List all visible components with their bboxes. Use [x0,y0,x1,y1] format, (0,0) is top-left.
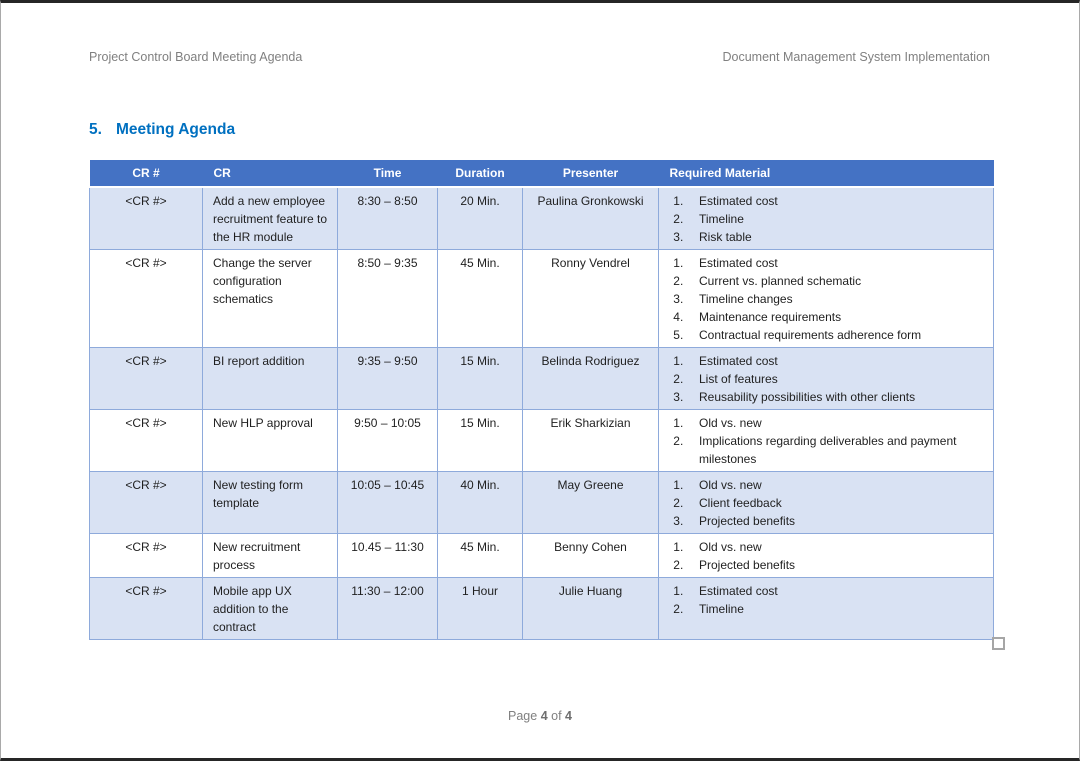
material-item: 5. Contractual requirements adherence form [690,326,985,344]
cell-duration: 45 Min. [438,250,523,348]
materials-list [674,254,985,344]
cell-cr-number: <CR #> [90,187,203,250]
cell-cr-number: <CR #> [90,534,203,578]
cell-time: 9:35 – 9:50 [338,348,438,410]
cell-cr-description: New HLP approval [203,410,338,472]
cell-time: 10:05 – 10:45 [338,472,438,534]
cell-presenter: Ronny Vendrel [523,250,659,348]
agenda-row [90,187,994,250]
column-header-cr: CR # [90,160,203,187]
footer-page-label: Page [508,709,538,723]
material-item: 2. Client feedback [690,494,985,512]
column-header-time: Time [338,160,438,187]
cell-time: 9:50 – 10:05 [338,410,438,472]
cell-cr-description: BI report addition [203,348,338,410]
column-header-cr: CR [203,160,338,187]
agenda-header-row [90,160,994,187]
cell-cr-description: New testing form template [203,472,338,534]
cell-time: 8:30 – 8:50 [338,187,438,250]
material-item: 2. List of features [690,370,985,388]
cell-time: 10.45 – 11:30 [338,534,438,578]
material-item: 2. Projected benefits [690,556,985,574]
material-item: 3. Reusability possibilities with other clients [690,388,985,406]
cell-duration: 20 Min. [438,187,523,250]
footer-total-pages: 4 [565,709,572,723]
column-header-required-material: Required Material [659,160,994,187]
cell-presenter: Erik Sharkizian [523,410,659,472]
material-item: 1. Old vs. new [690,476,985,494]
cell-presenter: Belinda Rodriguez [523,348,659,410]
materials-list [674,476,985,530]
material-item: 1. Old vs. new [690,414,985,432]
cell-required-material [659,578,994,640]
cell-cr-description: Change the server configuration schematics [203,250,338,348]
agenda-row [90,410,994,472]
table-resize-handle[interactable] [992,637,1005,650]
material-item: 2. Timeline [690,210,985,228]
material-item: 1. Old vs. new [690,538,985,556]
agenda-table [89,160,994,640]
cell-cr-number: <CR #> [90,410,203,472]
material-item: 1. Estimated cost [690,582,985,600]
header-left-text: Project Control Board Meeting Agenda [89,50,303,64]
cell-duration: 40 Min. [438,472,523,534]
cell-cr-number: <CR #> [90,250,203,348]
cell-cr-number: <CR #> [90,578,203,640]
agenda-row [90,348,994,410]
materials-list [674,192,985,246]
column-header-duration: Duration [438,160,523,187]
cell-cr-description: Mobile app UX addition to the contract [203,578,338,640]
cell-duration: 15 Min. [438,410,523,472]
section-title: Meeting Agenda [115,121,236,138]
agenda-row [90,472,994,534]
material-item: 4. Maintenance requirements [690,308,985,326]
cell-required-material [659,187,994,250]
cell-required-material [659,250,994,348]
material-item: 1. Estimated cost [690,352,985,370]
column-header-presenter: Presenter [523,160,659,187]
agenda-table-body [90,187,994,640]
material-item: 3. Timeline changes [690,290,985,308]
cell-duration: 1 Hour [438,578,523,640]
material-item: 3. Risk table [690,228,985,246]
section-heading [89,121,235,139]
material-item: 2. Timeline [690,600,985,618]
document-header [89,50,990,64]
cell-duration: 15 Min. [438,348,523,410]
cell-required-material [659,410,994,472]
section-number: 5. [89,121,102,138]
cell-duration: 45 Min. [438,534,523,578]
agenda-row [90,250,994,348]
material-item: 3. Projected benefits [690,512,985,530]
cell-presenter: May Greene [523,472,659,534]
cell-required-material [659,534,994,578]
cell-presenter: Benny Cohen [523,534,659,578]
cell-presenter: Paulina Gronkowski [523,187,659,250]
cell-cr-description: Add a new employee recruitment feature to the HR module [203,187,338,250]
cell-time: 11:30 – 12:00 [338,578,438,640]
footer-current-page: 4 [540,709,548,723]
cell-required-material [659,472,994,534]
material-item: 2. Implications regarding deliverables and payment milestones [690,432,985,468]
materials-list [674,582,985,618]
material-item: 2. Current vs. planned schematic [690,272,985,290]
materials-list [674,538,985,574]
cell-presenter: Julie Huang [523,578,659,640]
material-item: 1. Estimated cost [690,254,985,272]
header-right-text: Document Management System Implementation [722,50,990,64]
cell-required-material [659,348,994,410]
material-item: 1. Estimated cost [690,192,985,210]
cell-time: 8:50 – 9:35 [338,250,438,348]
agenda-row [90,578,994,640]
cell-cr-number: <CR #> [90,472,203,534]
footer-of-label: of [551,709,562,723]
cell-cr-description: New recruitment process [203,534,338,578]
cell-cr-number: <CR #> [90,348,203,410]
materials-list [674,414,985,468]
materials-list [674,352,985,406]
document-footer [1,709,1079,723]
agenda-row [90,534,994,578]
